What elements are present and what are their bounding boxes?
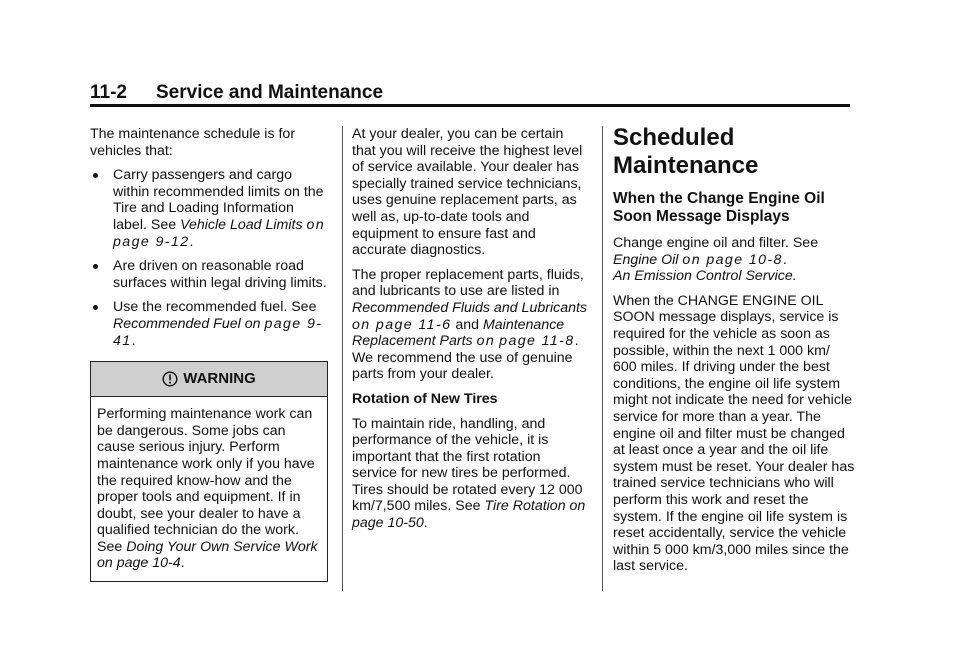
warning-box [90,361,328,582]
page-reference: on [476,333,496,350]
cross-reference-link[interactable]: Recommended Fuel on [113,315,261,332]
column-divider [602,126,603,591]
rotation-paragraph: To maintain ride, handling, and performance of the vehicle, it is important that the first rotation service for new tires be performed. Tires should be rotated every 12 000 km/7,500 miles. See Tire Rotation on page 10-50. [352,415,586,532]
list-item: Use the recommended fuel. See Recommended Fuel on page 9-41. [90,299,330,349]
section-title: Service and Maintenance [156,82,384,103]
column-3 [613,126,856,583]
cross-reference-link[interactable]: An Emission Control Service. [613,268,797,285]
cross-reference-link[interactable]: Doing Your Own Service Work on page 10-4 [97,538,318,572]
column-divider [342,126,343,591]
warning-body: Performing maintenance work can be dangerous. Some jobs can cause serious injury. Perform maintenance work only if you have the required know-how and the proper tools and equipment. If in doubt, see your dealer to have a qualified technician do the work. See Doing Your Own Service Work on page 10-4. [97,406,318,572]
page-header [90,82,850,107]
page-reference: on page 11-6 [352,316,452,333]
section-heading: Scheduled Maintenance [613,124,759,179]
conditions-list [90,167,330,349]
cross-reference-link[interactable]: Vehicle Load Limits [180,216,303,233]
cross-reference-link[interactable]: Tire Rotation on page 10-50 [352,498,586,532]
list-item: Are driven on reasonable road surfaces within legal driving limits. [90,258,330,291]
dealer-paragraph: At your dealer, you can be certain that you will receive the highest level of service available. Your dealer has specially trained service technicians, uses genuine replacement parts, as well as, up-to-date tools and equipment to ensure fast and accurate diagnostics. [352,126,583,259]
run-in-heading: Rotation of New Tires [352,390,498,407]
subsection-heading: When the Change Engine Oil Soon Message Displays [613,190,825,225]
page-reference: on page 10-8 [682,251,783,268]
warning-icon [162,371,178,387]
page-reference: page 11-8 [499,333,575,350]
column-2 [352,126,588,540]
oil-message-paragraph: When the CHANGE ENGINE OIL SOON message displays, service is required for the vehicle as soon as possible, within the next 1 000 km/ 600 miles. If driving under the best conditions, the engine oil life system might not indicate the need for vehicle service for more than a year. The engine oil and filter must be changed at least once a year and the oil life system must be reset. Your dealer has trained service technicians who will perform this work and reset the system. If the engine oil life system is reset accidentally, service the vehicle within 5 000 km/3,000 miles since the last service. [613,292,855,575]
oil-change-paragraph: Change engine oil and filter. See Engine Oil on page 10-8. An Emission Control Service. [613,235,819,285]
page-reference: page 9-41 [113,315,323,349]
page-reference: on page 9-12 [113,216,326,250]
warning-title: WARNING [183,369,256,387]
cross-reference-link[interactable]: Maintenance Replacement Parts [352,316,565,350]
intro-paragraph: The maintenance schedule is for vehicles that: [90,126,296,159]
list-item: Carry passengers and cargo within recommended limits on the Tire and Loading Information label. See Vehicle Load Limits on page 9-12. [90,167,330,250]
column-1 [90,126,330,582]
cross-reference-link[interactable]: Recommended Fluids and Lubricants [352,299,588,316]
section-number: 11-2 [90,82,127,103]
parts-paragraph: The proper replacement parts, fluids, and lubricants to use are listed in Recommended Fluids and Lubricants on page 11-6 and Maintenance Replacement Parts on page 11-8. We recommend the use of genuine parts from your dealer. [352,266,588,383]
cross-reference-link[interactable]: Engine Oil [613,251,679,268]
warning-header [91,362,327,397]
